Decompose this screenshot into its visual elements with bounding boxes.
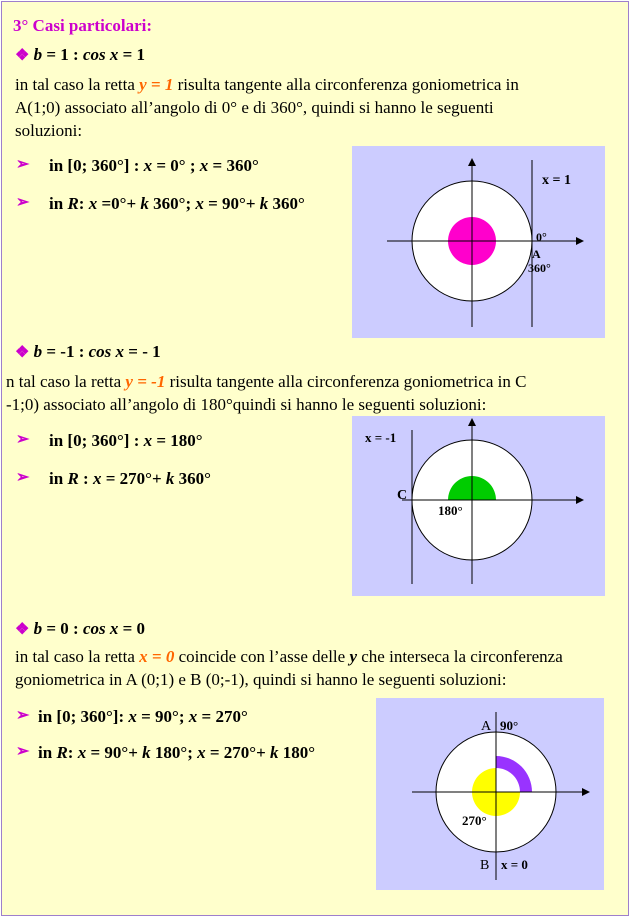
case1-paragraph-line1: in tal caso la retta y = 1 risulta tangente alla circonferenza goniometrica in xyxy=(15,75,519,94)
diamond-bullet-icon: ❖ xyxy=(15,47,30,64)
page xyxy=(1,1,629,916)
y-axis-arrow-icon xyxy=(468,158,476,166)
bottom-angle-label: 270° xyxy=(462,813,487,828)
chevron-right-icon: ➢ xyxy=(16,469,30,486)
chevron-right-icon: ➢ xyxy=(16,194,30,211)
case1-solution-general: in R: x =0°+ k 360°; x = 90°+ k 360° xyxy=(49,194,305,213)
angle-label: 0° xyxy=(536,230,547,244)
case3-paragraph-line2: goniometrica in A (0;1) e B (0;-1), quindi si hanno le seguenti soluzioni: xyxy=(15,670,507,689)
chevron-right-icon: ➢ xyxy=(16,743,30,760)
unit-circle-diagram xyxy=(352,146,605,338)
bottom-point-label: B xyxy=(480,858,490,873)
section-title: 3° Casi particolari: xyxy=(13,16,152,35)
case2-solution-general: in R : x = 270°+ k 360° xyxy=(49,469,211,488)
case2-paragraph-line2: -1;0) associato all’angolo di 180°quindi si hanno le seguenti soluzioni: xyxy=(6,395,487,414)
case3-solution-general: in R: x = 90°+ k 180°; x = 270°+ k 180° xyxy=(38,743,316,762)
case2-figure xyxy=(352,416,605,596)
case3-solution-interval: in [0; 360°]: x = 90°; x = 270° xyxy=(38,707,248,726)
x-axis-arrow-icon xyxy=(576,496,584,504)
point-label: C xyxy=(397,488,408,503)
case1-heading: ❖ b = 1 : cos x = 1 xyxy=(15,45,146,64)
x-axis-arrow-icon xyxy=(582,788,590,796)
line-label: x = -1 xyxy=(365,430,397,445)
case1-figure xyxy=(352,146,605,338)
unit-circle-diagram xyxy=(376,698,604,890)
diamond-bullet-icon: ❖ xyxy=(15,344,30,361)
case2-solution-interval: in [0; 360°] : x = 180° xyxy=(49,431,203,450)
case3-figure xyxy=(376,698,604,890)
unit-circle-diagram xyxy=(352,416,605,596)
y-axis-arrow-icon xyxy=(468,418,476,426)
angle2-label: 360° xyxy=(528,261,551,275)
diamond-bullet-icon: ❖ xyxy=(15,621,30,638)
case2-heading: ❖ b = -1 : cos x = - 1 xyxy=(15,342,161,361)
case3-heading: ❖ b = 0 : cos x = 0 xyxy=(15,619,146,638)
angle-label: 180° xyxy=(438,503,463,518)
case3-paragraph-line1: in tal caso la retta x = 0 coincide con l’asse delle y che interseca la circonferenza xyxy=(15,647,563,666)
case1-paragraph-line3: soluzioni: xyxy=(15,121,83,140)
top-point-label: A xyxy=(481,719,492,734)
line-label: x = 1 xyxy=(542,173,571,188)
chevron-right-icon: ➢ xyxy=(16,156,30,173)
case1-paragraph-line2: A(1;0) associato all’angolo di 0° e di 360°, quindi si hanno le seguenti xyxy=(15,98,494,117)
top-angle-label: 90° xyxy=(500,718,519,733)
case2-paragraph-line1: n tal caso la retta y = -1 risulta tangente alla circonferenza goniometrica in C xyxy=(6,372,527,391)
case1-solution-interval: in [0; 360°] : x = 0° ; x = 360° xyxy=(49,156,259,175)
line-label: x = 0 xyxy=(501,857,528,872)
chevron-right-icon: ➢ xyxy=(16,431,30,448)
x-axis-arrow-icon xyxy=(576,237,584,245)
point-label: A xyxy=(532,247,541,261)
chevron-right-icon: ➢ xyxy=(16,707,30,724)
